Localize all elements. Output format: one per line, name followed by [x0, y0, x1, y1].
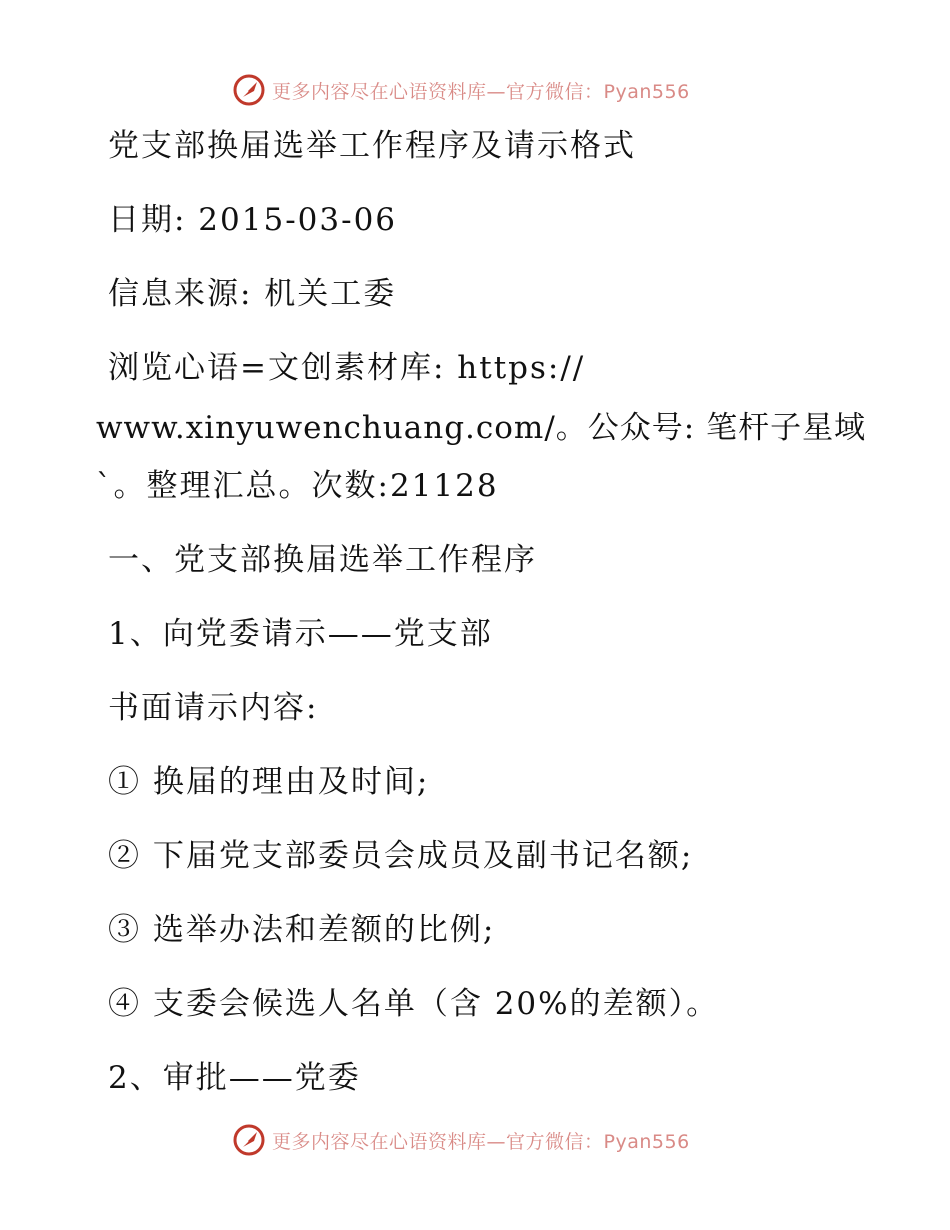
header-watermark [232, 70, 690, 110]
step-2-heading: 2、审批——党委 [108, 1060, 361, 1096]
list-item: ② 下届党支部委员会成员及副书记名额; [108, 838, 694, 874]
written-request-label: 书面请示内容: [108, 690, 319, 726]
quill-logo-icon [232, 73, 266, 107]
source-line: 信息来源: 机关工委 [108, 276, 397, 312]
document-title: 党支部换届选举工作程序及请示格式 [108, 128, 636, 164]
quill-logo-icon [232, 1123, 266, 1157]
browse-line-3: `。整理汇总。次数:21128 [96, 468, 499, 504]
browse-line-2: www.xinyuwenchuang.com/。公众号: 笔杆子星域 [96, 410, 867, 446]
date-line: 日期: 2015-03-06 [108, 202, 398, 238]
list-item: ① 换届的理由及时间; [108, 764, 430, 800]
list-item: ④ 支委会候选人名单（含 20%的差额）。 [108, 986, 720, 1022]
list-item: ③ 选举办法和差额的比例; [108, 912, 496, 948]
step-1-heading: 1、向党委请示——党支部 [108, 616, 493, 652]
watermark-text: 更多内容尽在心语资料库—官方微信：Pyan556 [272, 80, 690, 103]
watermark-text: 更多内容尽在心语资料库—官方微信：Pyan556 [272, 1130, 690, 1153]
footer-watermark [232, 1120, 690, 1160]
section-1-heading: 一、党支部换届选举工作程序 [108, 542, 537, 578]
browse-line-1: 浏览心语=文创素材库: https:// [108, 350, 586, 386]
